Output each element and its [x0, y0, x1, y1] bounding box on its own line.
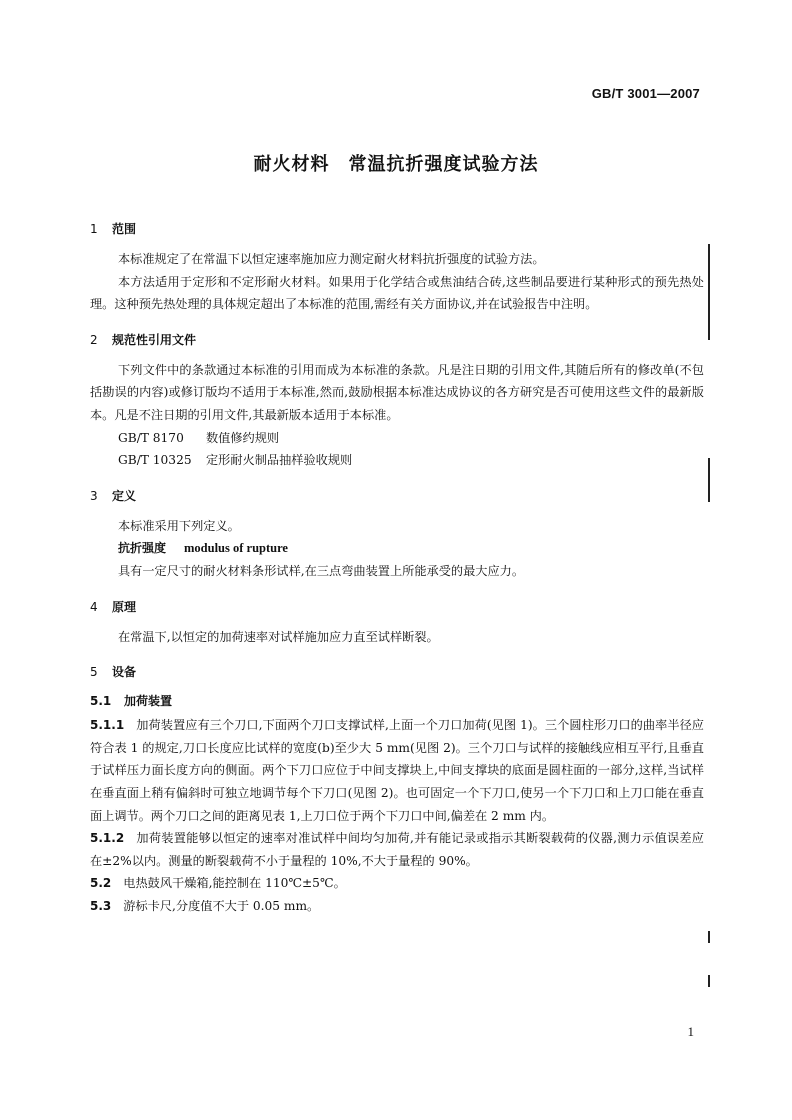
reference-code: GB/T 10325 [118, 453, 192, 468]
section-title: 定义 [112, 488, 137, 503]
reference-title: 定形耐火制品抽样验收规则 [206, 453, 353, 468]
section-3-paragraph-1: 本标准采用下列定义。 [118, 518, 240, 533]
section-1-paragraph-2: 本方法适用于定形和不定形耐火材料。如果用于化学结合或焦油结合砖,这些制品要进行某种形式的预先热处理。这种预先热处理的具体规定超出了本标准的范围,需经有关方面协议,并在试验报告中注明。 [90, 274, 704, 312]
reference-item [90, 427, 704, 450]
revision-bar [708, 244, 710, 340]
document-body [90, 219, 704, 917]
section-number: 4 [90, 599, 98, 614]
section-3-heading [90, 486, 704, 506]
clause-text: 游标卡尺,分度值不大于 0.05 mm。 [123, 898, 320, 913]
term-definition: 具有一定尺寸的耐火材料条形试样,在三点弯曲装置上所能承受的最大应力。 [118, 563, 525, 578]
revision-bar [708, 931, 710, 943]
section-title: 规范性引用文件 [112, 332, 197, 347]
revision-bar [708, 975, 710, 987]
subsection-title: 加荷装置 [124, 694, 173, 709]
reference-item [90, 449, 704, 472]
revision-bar [708, 458, 710, 502]
document-title: 耐火材料 常温抗折强度试验方法 [253, 154, 539, 175]
clause-number: 5.3 [90, 898, 112, 913]
reference-title: 数值修约规则 [206, 430, 280, 445]
section-2-paragraph-1: 下列文件中的条款通过本标准的引用而成为本标准的条款。凡是注日期的引用文件,其随后所有的修改单(不包括勘误的内容)或修订版均不适用于本标准,然而,鼓励根据本标准达成协议的各方研究是否可使用这些文件的最新版本。凡是不注日期的引用文件,其最新版本适用于本标准。 [90, 362, 704, 422]
section-title: 范围 [112, 222, 137, 236]
clause-5-3 [90, 895, 704, 918]
term-chinese: 抗折强度 [118, 541, 167, 556]
section-2-heading [90, 330, 704, 350]
page-number: 1 [687, 1024, 694, 1039]
clause-number: 5.1.1 [90, 718, 125, 733]
clause-text: 加荷装置应有三个刀口,下面两个刀口支撑试样,上面一个刀口加荷(见图 1)。三个圆柱形刀口的曲率半径应符合表 1 的规定,刀口长度应比试样的宽度(b)至少大 5 mm(见图 2)。三个刀口与试样的接触线应相互平行,且垂直于试样压力面长度方向的侧面。两个下刀口应位于中间支撑块上,中间支撑块的底面是圆柱面的一部分,这样,当试样在垂直面上稍有偏斜时可独立地调节每个下刀口(见图 2)。也可固定一个下刀口,使另一个下刀口和上刀口能在垂直面上调节。两个刀口之间的距离见表 1,上刀口位于两个下刀口中间,偏差在 2 mm 内。 [90, 718, 704, 823]
section-4-heading [90, 597, 704, 617]
term-entry [90, 537, 704, 560]
reference-code: GB/T 8170 [118, 430, 184, 445]
section-number: 2 [90, 332, 98, 347]
section-1-heading [90, 219, 704, 239]
clause-number: 5.2 [90, 876, 112, 891]
section-5-heading [90, 662, 704, 682]
section-number: 3 [90, 488, 98, 503]
section-number: 5 [90, 665, 98, 680]
section-title: 设备 [112, 665, 137, 680]
section-4-paragraph-1: 在常温下,以恒定的加荷速率对试样施加应力直至试样断裂。 [118, 629, 439, 644]
subsection-5-1-heading [90, 691, 704, 711]
subsection-number: 5.1 [90, 694, 112, 709]
clause-text: 电热鼓风干燥箱,能控制在 110℃±5℃。 [123, 876, 346, 891]
clause-5-1-1 [90, 714, 704, 827]
clause-text: 加荷装置能够以恒定的速率对准试样中间均匀加荷,并有能记录或指示其断裂载荷的仪器,测力示值误差应在±2%以内。测量的断裂载荷不小于量程的 10%,不大于量程的 90%。 [90, 831, 704, 868]
clause-5-2 [90, 872, 704, 895]
section-1-paragraph-1: 本标准规定了在常温下以恒定速率施加应力测定耐火材料抗折强度的试验方法。 [118, 252, 545, 266]
standard-number: GB/T 3001—2007 [591, 86, 700, 101]
section-title: 原理 [112, 599, 137, 614]
clause-number: 5.1.2 [90, 831, 125, 846]
term-english: modulus of rupture [184, 541, 288, 556]
clause-5-1-2 [90, 827, 704, 872]
section-number: 1 [90, 222, 98, 236]
